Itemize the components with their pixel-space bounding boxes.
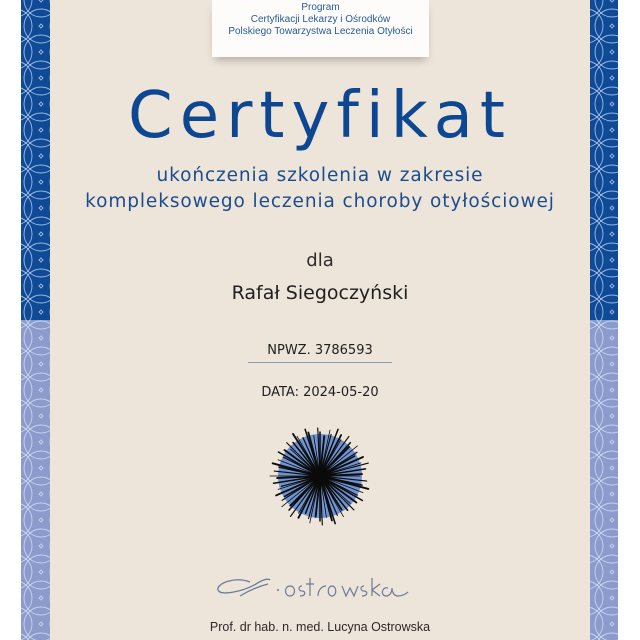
subtitle-line: ukończenia szkolenia w zakresie — [156, 165, 484, 186]
program-line: Polskiego Towarzystwa Leczenia Otyłości — [228, 26, 413, 37]
program-header-card — [212, 0, 429, 57]
circle-pattern-icon — [21, 0, 50, 640]
program-line: Certyfikacji Lekarzy i Ośrodków — [250, 14, 391, 25]
recipient-name: Rafał Siegoczyński — [231, 282, 409, 304]
certificate-subtitle — [50, 163, 590, 215]
program-line: Program — [301, 2, 340, 13]
divider — [248, 362, 392, 363]
npwz-number: NPWZ. 3786593 — [267, 343, 373, 358]
handwritten-signature-icon — [212, 570, 412, 604]
left-decorative-border — [21, 0, 50, 640]
for-label: dla — [306, 250, 334, 271]
starburst-emblem-icon — [268, 424, 372, 528]
signer-name: Prof. dr hab. n. med. Lucyna Ostrowska — [209, 620, 431, 634]
subtitle-line: kompleksowego leczenia choroby otyłościowej — [85, 191, 555, 212]
circle-pattern-icon — [590, 0, 618, 640]
right-decorative-border — [590, 0, 618, 640]
certificate-date: DATA: 2024-05-20 — [261, 385, 379, 400]
certificate-title: Certyfikat — [128, 79, 512, 153]
